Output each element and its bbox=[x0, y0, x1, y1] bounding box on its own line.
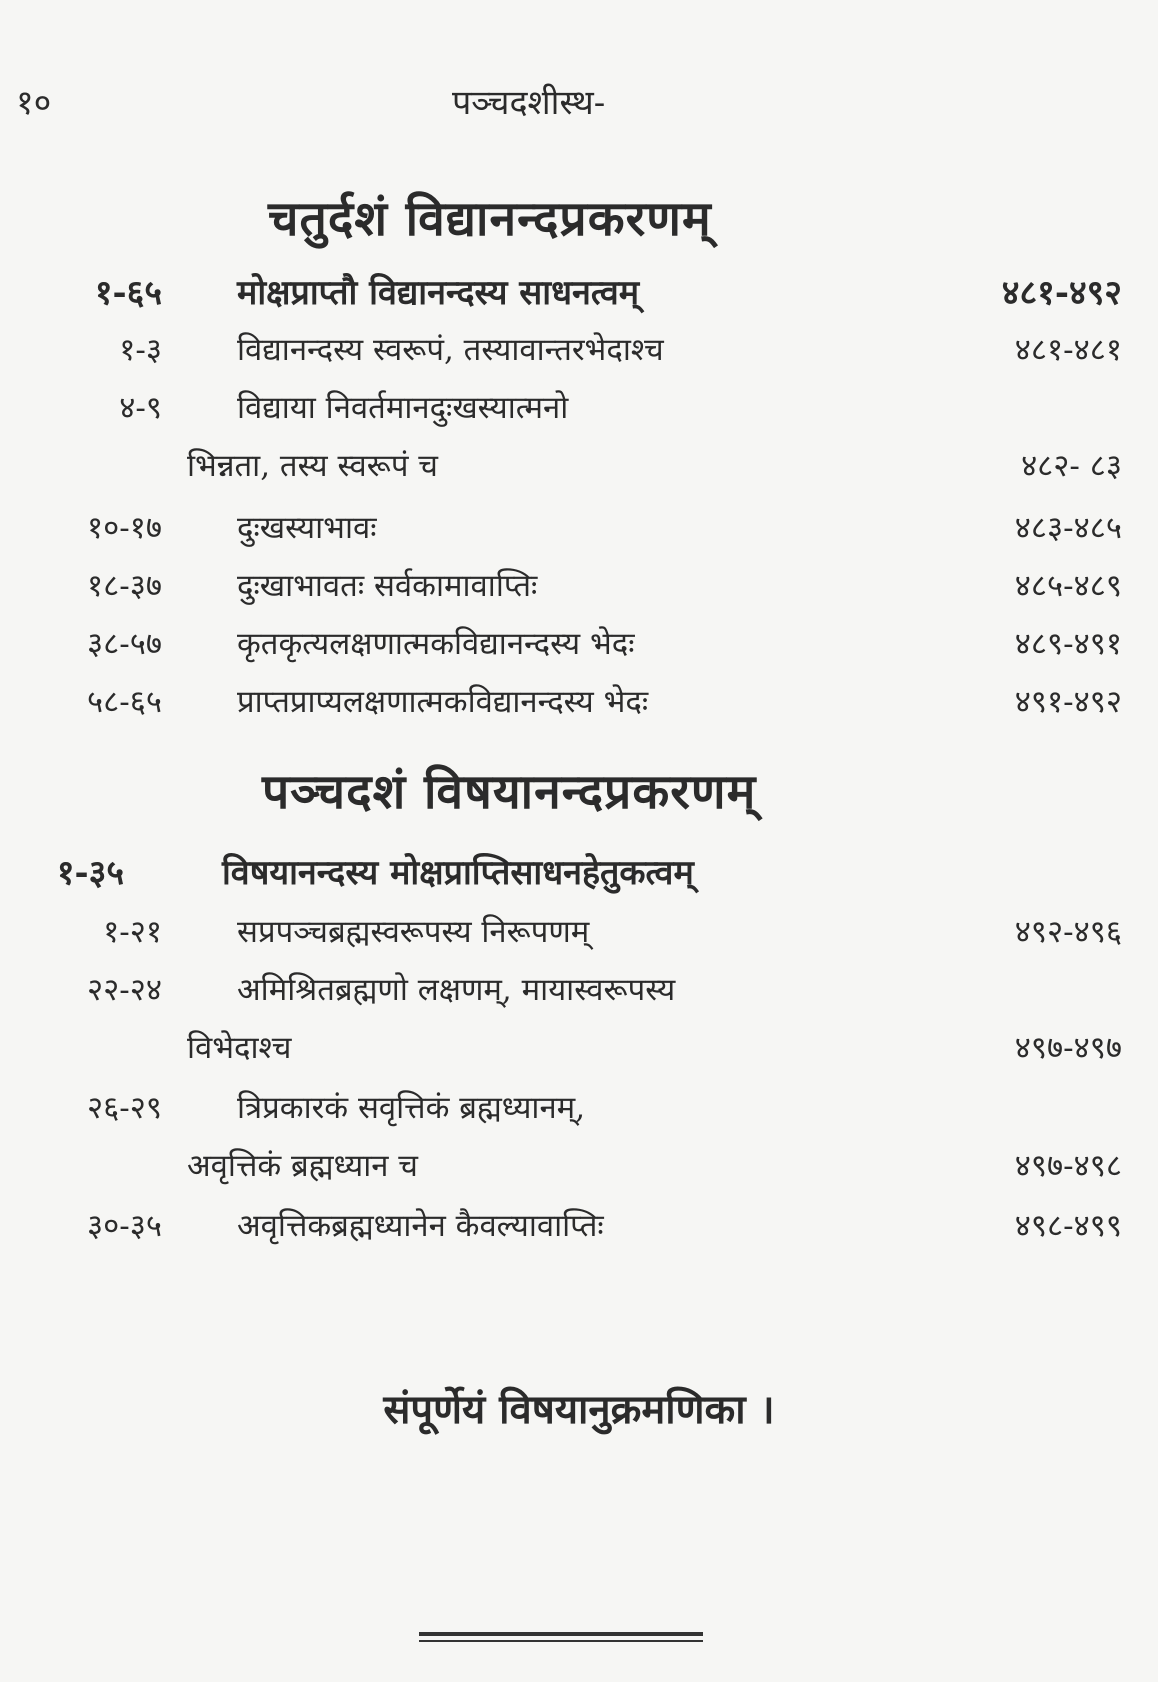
row-pages: ४८५-४८९ bbox=[1014, 568, 1122, 604]
row-range: २६-२९ bbox=[87, 1090, 162, 1126]
row-range: १-२१ bbox=[103, 914, 162, 950]
page-number: १० bbox=[16, 83, 52, 123]
main-range: १-६५ bbox=[94, 273, 162, 313]
row-range: ४-९ bbox=[119, 390, 162, 426]
row-topic: प्राप्तप्राप्यलक्षणात्मकविद्यानन्दस्य भेदः bbox=[237, 684, 649, 720]
row-topic: अवृत्तिकब्रह्मध्यानेन कैवल्यावाप्तिः bbox=[237, 1208, 604, 1244]
row-topic: विद्यानन्दस्य स्वरूपं, तस्यावान्तरभेदाश्च bbox=[237, 332, 664, 368]
row-pages: ४८३-४८५ bbox=[1014, 510, 1122, 546]
bottom-rule bbox=[419, 1632, 703, 1636]
row-pages: ४८९-४९१ bbox=[1014, 626, 1122, 662]
row-range: ३०-३५ bbox=[87, 1208, 162, 1244]
row-topic: दुःखस्याभावः bbox=[237, 510, 377, 546]
row-pages: ४९७-४९७ bbox=[1014, 1030, 1122, 1066]
row-pages: ४९१-४९२ bbox=[1014, 684, 1122, 720]
row-topic-continued: अवृत्तिकं ब्रह्मध्यान च bbox=[187, 1148, 418, 1184]
closing-line: संपूर्णेयं विषयानुक्रमणिका । bbox=[383, 1386, 775, 1433]
row-range: ३८-५७ bbox=[87, 626, 162, 662]
row-topic-continued: विभेदाश्च bbox=[187, 1030, 292, 1066]
row-pages: ४८१-४८१ bbox=[1014, 332, 1122, 368]
main-topic: मोक्षप्राप्तौ विद्यानन्दस्य साधनत्वम् bbox=[237, 273, 640, 313]
bottom-rule-thin bbox=[419, 1640, 703, 1642]
section-title-14: चतुर्दशं विद्यानन्दप्रकरणम् bbox=[268, 191, 712, 247]
main-pages: ४८१-४९२ bbox=[1001, 273, 1122, 313]
main-range: १-३५ bbox=[56, 853, 124, 893]
running-title: पञ्चदशीस्थ- bbox=[452, 83, 606, 123]
row-range: १-३ bbox=[119, 332, 162, 368]
row-pages: ४९७-४९८ bbox=[1014, 1148, 1122, 1184]
row-topic: दुःखाभावतः सर्वकामावाप्तिः bbox=[237, 568, 538, 604]
row-range: १८-३७ bbox=[87, 568, 162, 604]
row-pages: ४८२- ८३ bbox=[1021, 448, 1122, 484]
row-pages: ४९८-४९९ bbox=[1014, 1208, 1122, 1244]
row-topic: त्रिप्रकारकं सवृत्तिकं ब्रह्मध्यानम्, bbox=[237, 1090, 586, 1126]
section-title-15: पञ्चदशं विषयानन्दप्रकरणम् bbox=[262, 764, 757, 820]
row-topic: अमिश्रितब्रह्मणो लक्षणम्, मायास्वरूपस्य bbox=[237, 972, 676, 1008]
row-topic: कृतकृत्यलक्षणात्मकविद्यानन्दस्य भेदः bbox=[237, 626, 635, 662]
row-topic-continued: भिन्नता, तस्य स्वरूपं च bbox=[187, 448, 438, 484]
row-range: १०-१७ bbox=[87, 510, 162, 546]
row-range: ५८-६५ bbox=[87, 684, 162, 720]
row-pages: ४९२-४९६ bbox=[1014, 914, 1122, 950]
row-topic: सप्रपञ्चब्रह्मस्वरूपस्य निरूपणम् bbox=[237, 914, 590, 950]
row-topic: विद्याया निवर्तमानदुःखस्यात्मनो bbox=[237, 390, 569, 426]
main-topic: विषयानन्दस्य मोक्षप्राप्तिसाधनहेतुकत्वम् bbox=[222, 853, 694, 893]
row-range: २२-२४ bbox=[87, 972, 162, 1008]
